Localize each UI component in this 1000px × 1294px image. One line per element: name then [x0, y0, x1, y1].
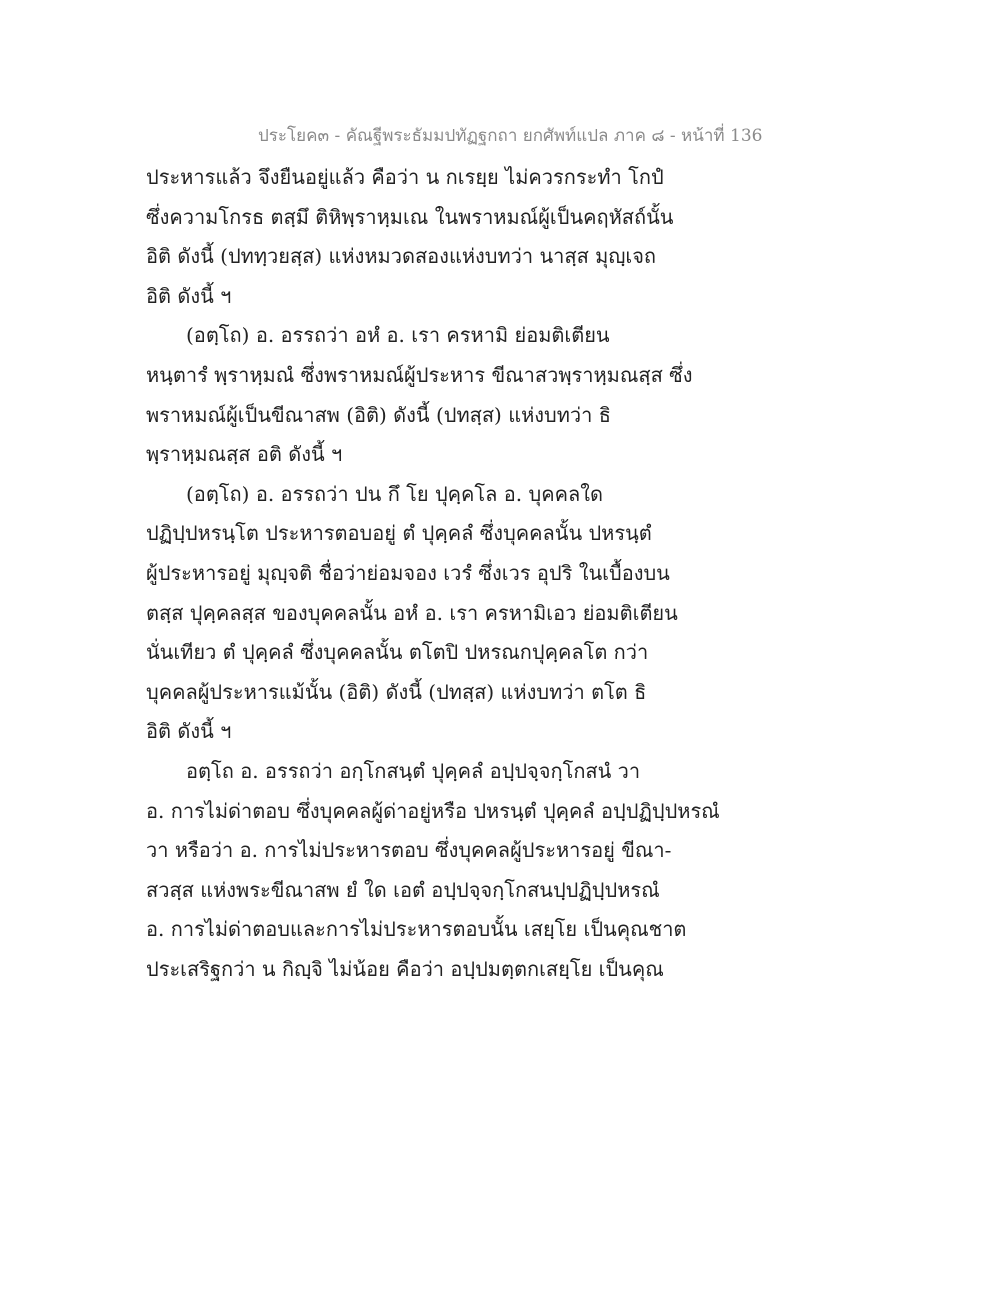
- text-line: ปฏิปฺปหรนฺโต ประหารตอบอยู่ ตํ ปุคฺคลํ ซึ่งบุคคลนั้น ปหรนฺตํ: [146, 521, 652, 546]
- text-line: วา หรือว่า อ. การไม่ประหารตอบ ซึ่งบุคคลผู้ประหารอยู่ ขีณา-: [146, 838, 672, 863]
- paragraph-first-line: (อตฺโถ) อ. อรรถว่า ปน กึ โย ปุคฺคโล อ. บุคคลใด: [186, 481, 603, 506]
- text-line: อิติ ดังนี้ ฯ: [146, 719, 232, 744]
- text-line: ตสฺส ปุคฺคลสฺส ของบุคคลนั้น อหํ อ. เรา ครหามิเอว ย่อมติเตียน: [146, 600, 678, 625]
- text-line: สวสฺส แห่งพระขีณาสพ ยํ ใด เอตํ อปฺปจฺจกฺโกสนปฺปฏิปฺปหรณํ: [146, 877, 660, 902]
- running-header: ประโยค๓ - คัณฐีพระธัมมปทัฏฐกถา ยกศัพท์แปล ภาค ๘ - หน้าที่ 136: [258, 126, 763, 146]
- text-line: พฺราหฺมณสฺส อติ ดังนี้ ฯ: [146, 442, 343, 467]
- paragraph-first-line: อตฺโถ อ. อรรถว่า อกฺโกสนฺตํ ปุคฺคลํ อปฺปจฺจกฺโกสนํ วา: [186, 758, 641, 783]
- text-line: ประหารแล้ว จึงยืนอยู่แล้ว คือว่า น กเรยฺย ไม่ควรกระทำ โกปํ: [146, 165, 664, 189]
- text-line: นั่นเทียว ตํ ปุคฺคลํ ซึ่งบุคคลนั้น ตโตปิ ปหรณกปุคฺคลโต กว่า: [146, 640, 649, 665]
- text-line: พราหมณ์ผู้เป็นขีณาสพ (อิติ) ดังนี้ (ปทสฺส) แห่งบทว่า ธิ: [146, 402, 611, 427]
- text-line: ผู้ประหารอยู่ มุญฺจติ ชื่อว่าย่อมจอง เวรํ ซึ่งเวร อุปริ ในเบื้องบน: [146, 560, 670, 585]
- text-line: ซึ่งความโกรธ ตสฺมึ ติหิพฺราหฺมเณ ในพราหมณ์ผู้เป็นคฤหัสถ์นั้น: [146, 204, 674, 229]
- text-line: อ. การไม่ด่าตอบและการไม่ประหารตอบนั้น เสยฺโย เป็นคุณชาต: [146, 917, 687, 942]
- body-text: [146, 158, 746, 989]
- text-line: หนฺตารํ พฺราหฺมณํ ซึ่งพราหมณ์ผู้ประหาร ขีณาสวพฺราหฺมณสฺส ซึ่ง: [146, 362, 693, 387]
- text-line: อิติ ดังนี้ (ปททฺวยสฺส) แห่งหมวดสองแห่งบทว่า นาสฺส มุญฺเจถ: [146, 244, 657, 269]
- paragraph-first-line: (อตฺโถ) อ. อรรถว่า อหํ อ. เรา ครหามิ ย่อมติเตียน: [186, 323, 610, 348]
- text-line: บุคคลผู้ประหารแม้นั้น (อิติ) ดังนี้ (ปทสฺส) แห่งบทว่า ตโต ธิ: [146, 679, 647, 704]
- text-line: อิติ ดังนี้ ฯ: [146, 283, 232, 308]
- text-line: อ. การไม่ด่าตอบ ซึ่งบุคคลผู้ด่าอยู่หรือ ปหรนฺตํ ปุคฺคลํ อปฺปฏิปฺปหรณํ: [146, 798, 720, 823]
- text-line: ประเสริฐกว่า น กิญฺจิ ไม่น้อย คือว่า อปฺปมตฺตกเสยฺโย เป็นคุณ: [146, 956, 664, 981]
